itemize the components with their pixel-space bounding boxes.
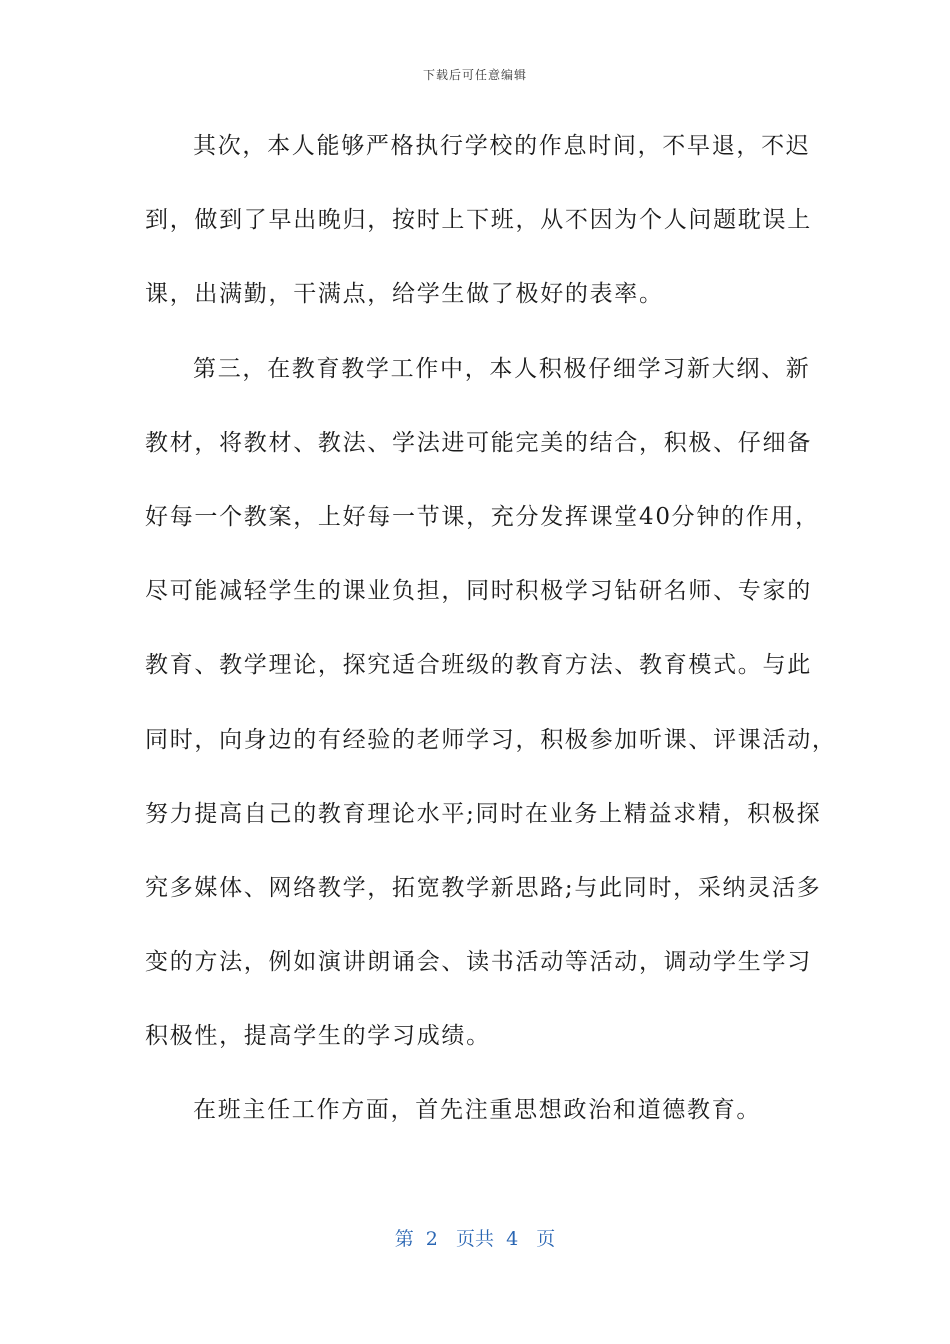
paragraph-2-line-7: 努力提高自己的教育理论水平;同时在业务上精益求精，积极探 xyxy=(145,800,822,827)
paragraph-1-line-1: 其次，本人能够严格执行学校的作息时间，不早退，不迟 xyxy=(193,133,811,159)
paragraph-1-line-2: 到，做到了早出晚归，按时上下班，从不因为个人问题耽误上 xyxy=(145,207,812,234)
paragraph-2-line-9: 变的方法，例如演讲朗诵会、读书活动等活动，调动学生学习 xyxy=(145,949,812,976)
paragraph-2-line-5: 教育、教学理论，探究适合班级的教育方法、教育模式。与此 xyxy=(145,652,812,679)
paragraph-2-line-4: 尽可能减轻学生的课业负担，同时积极学习钻研名师、专家的 xyxy=(145,578,812,605)
paragraph-2-line-3: 好每一个教案，上好每一节课，充分发挥课堂40分钟的作用， xyxy=(145,503,820,530)
paragraph-1-line-3: 课，出满勤，干满点，给学生做了极好的表率。 xyxy=(145,281,664,308)
paragraph-2-line-6: 同时，向身边的有经验的老师学习，积极参加听课、评课活动， xyxy=(145,726,837,753)
paragraph-2-line-2: 教材，将教材、教法、学法进可能完美的结合，积极、仔细备 xyxy=(145,429,812,456)
paragraph-2-line-8: 究多媒体、网络教学，拓宽教学新思路;与此同时，采纳灵活多 xyxy=(145,874,822,901)
document-body xyxy=(145,122,837,1161)
page-number-footer: 第 2 页共 4 页 xyxy=(394,1228,556,1250)
paragraph-2-line-10: 积极性，提高学生的学习成绩。 xyxy=(145,1023,491,1050)
paragraph-3-line-1: 在班主任工作方面，首先注重思想政治和道德教育。 xyxy=(193,1097,762,1124)
page-header: 下载后可任意编辑 xyxy=(422,68,527,82)
paragraph-2-line-1: 第三，在教育教学工作中，本人积极仔细学习新大纲、新 xyxy=(193,355,811,382)
